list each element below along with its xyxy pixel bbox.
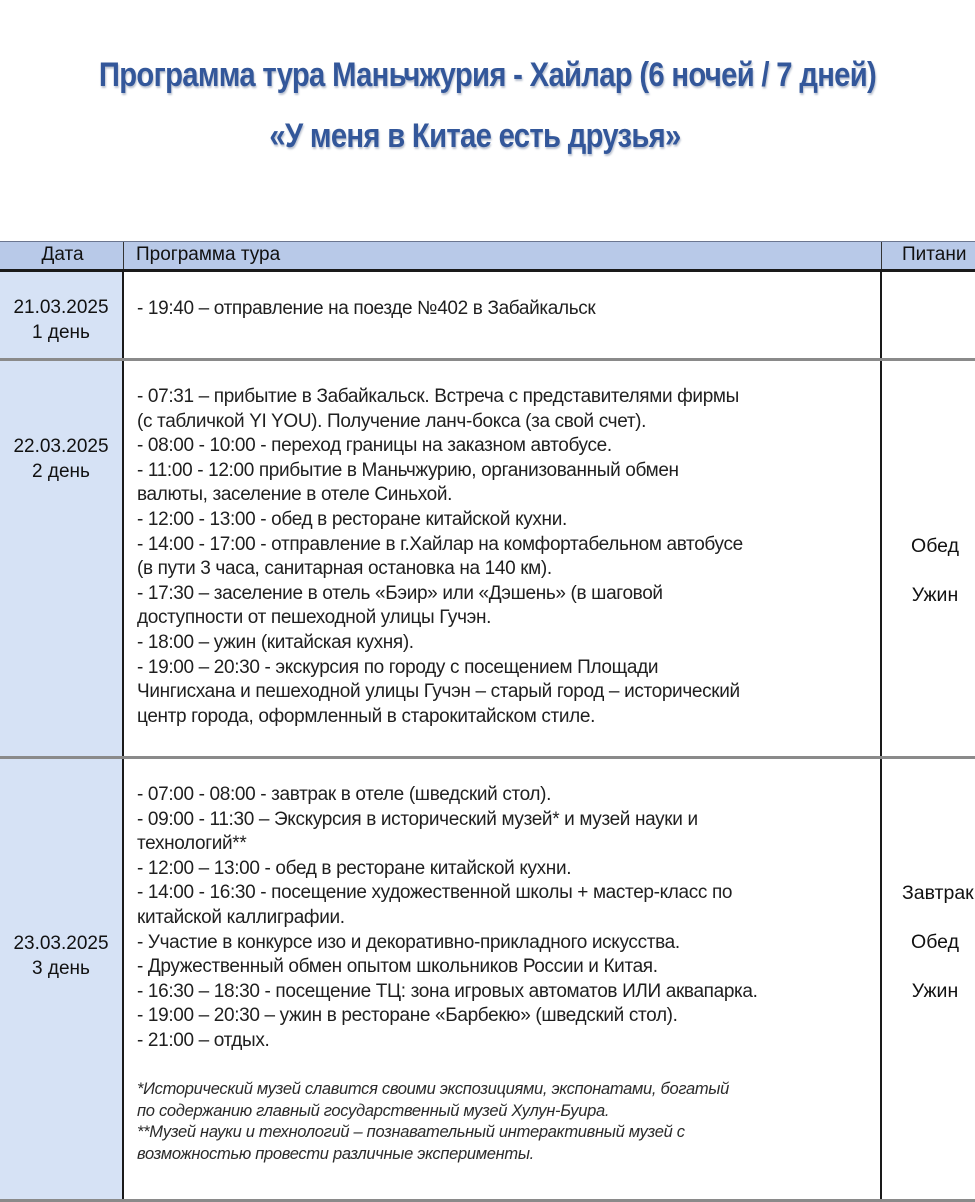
program-line: - 14:00 - 17:00 - отправление в г.Хайлар на комфортабельном автобусе [137, 533, 743, 555]
day-number: 2 день [32, 461, 90, 482]
table-header-row [0, 241, 975, 272]
program-line: - 12:00 - 13:00 - обед в ресторане китайской кухни. [137, 508, 567, 530]
footnotes [137, 1079, 729, 1165]
meals-cell [882, 272, 975, 358]
footnote-line: по содержанию главный государственный музей Хулун-Буира. [137, 1101, 610, 1120]
program-line: - 19:40 – отправление на поезде №402 в Забайкальск [137, 298, 596, 319]
program-line: технологий** [137, 833, 247, 855]
program-cell [124, 759, 882, 1199]
program-line: валюты, заселение в отеле Синьхой. [137, 484, 453, 506]
program-line: доступности от пешеходной улицы Гучэн. [137, 607, 492, 629]
program-line: - 16:30 – 18:30 - посещение ТЦ: зона игровых автоматов ИЛИ аквапарка. [137, 980, 758, 1002]
date-cell [0, 759, 124, 1199]
footnote-line: *Исторический музей славится своими экспозициями, экспонатами, богатый [137, 1080, 730, 1098]
table-row [0, 759, 975, 1202]
meal-lunch: Обед [911, 931, 959, 953]
program-line: - 07:31 – прибытие в Забайкальск. Встреча с представителями фирмы [137, 386, 739, 407]
program-line: - 12:00 – 13:00 - обед в ресторане китайской кухни. [137, 857, 572, 879]
title-line-tour-name: Программа тура Маньчжурия - Хайлар (6 ночей / 7 дней) [98, 56, 877, 94]
header-date: Дата [0, 242, 124, 269]
program-cell [124, 361, 882, 756]
meal-dinner: Ужин [911, 980, 959, 1002]
footnote-line: **Музей науки и технологий – познавательный интерактивный музей с [137, 1123, 685, 1141]
program-line: (с табличкой YI YOU). Получение ланч-бокса (за свой счет). [137, 410, 647, 432]
date-cell [0, 361, 124, 756]
table-row [0, 361, 975, 759]
meal-dinner: Ужин [911, 584, 959, 606]
program-line: - 21:00 – отдых. [137, 1029, 270, 1051]
meal-lunch: Обед [911, 535, 959, 557]
program-line: - 14:00 - 16:30 - посещение художественной школы + мастер-класс по [137, 882, 733, 904]
program-line: - 09:00 - 11:30 – Экскурсия в исторический музей* и музей науки и [137, 808, 698, 830]
meals-cell [882, 759, 975, 1199]
program-line: - 17:30 – заселение в отель «Бэир» или «Дэшень» (в шаговой [137, 582, 663, 604]
program-cell [124, 272, 882, 358]
program-line: - Участие в конкурсе изо и декоративно-прикладного искусства. [137, 931, 680, 953]
day-number: 1 день [32, 322, 90, 343]
program-line: (в пути 3 часа, санитарная остановка на 140 км). [137, 558, 552, 580]
meal-breakfast: Завтрак [902, 882, 974, 904]
date-value: 22.03.2025 [13, 436, 109, 457]
program-line: китайской каллиграфии. [137, 906, 345, 928]
program-line: - 07:00 - 08:00 - завтрак в отеле (шведский стол). [137, 784, 552, 805]
date-value: 21.03.2025 [13, 297, 109, 318]
tour-program-table [0, 241, 975, 1202]
table-row [0, 272, 975, 361]
program-line: - 18:00 – ужин (китайская кухня). [137, 631, 414, 653]
meals-cell [882, 361, 975, 756]
title-line-slogan: «У меня в Китае есть друзья» [269, 117, 681, 155]
date-value: 23.03.2025 [13, 933, 109, 954]
program-line: Чингисхана и пешеходной улицы Гучэн – старый город – исторический [137, 681, 740, 703]
program-line: - Дружественный обмен опытом школьников России и Китая. [137, 956, 658, 978]
program-line: центр города, оформленный в старокитайском стиле. [137, 705, 596, 727]
program-line: - 11:00 - 12:00 прибытие в Маньчжурию, организованный обмен [137, 459, 679, 481]
header-meals: Питани [882, 242, 975, 269]
day-number: 3 день [32, 958, 90, 979]
date-cell [0, 272, 124, 358]
program-line: - 08:00 - 10:00 - переход границы на заказном автобусе. [137, 435, 612, 457]
header-program: Программа тура [124, 242, 882, 269]
program-line: - 19:00 – 20:30 – ужин в ресторане «Барбекю» (шведский стол). [137, 1005, 678, 1027]
program-line: - 19:00 – 20:30 - экскурсия по городу с посещением Площади [137, 656, 659, 678]
footnote-line: возможностью провести различные эксперименты. [137, 1144, 534, 1163]
